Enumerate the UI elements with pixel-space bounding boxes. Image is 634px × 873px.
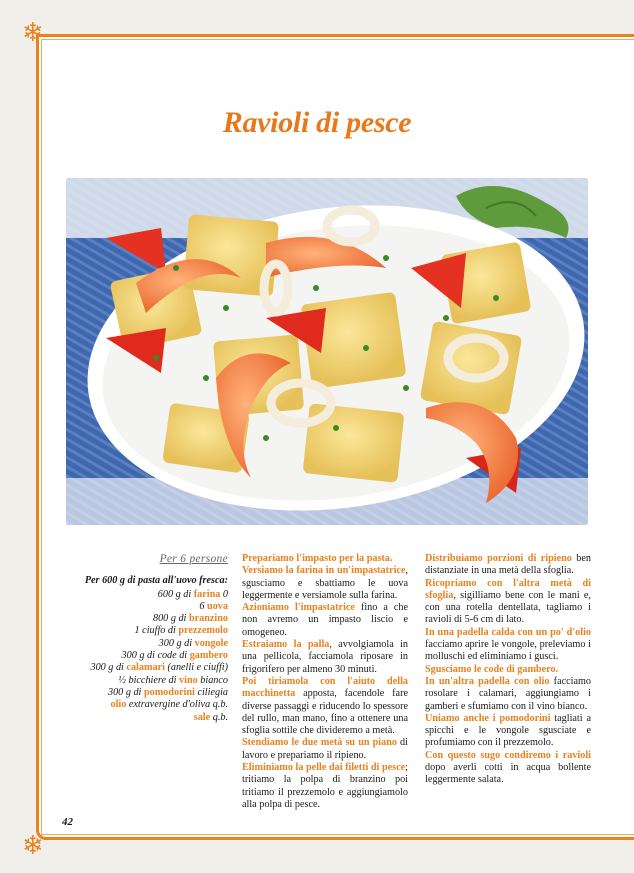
- step-highlight: Versiamo la farina in un'impastatrice: [242, 565, 406, 577]
- pasta-intro: Per 600 g di pasta all'uovo fresca:: [84, 575, 228, 587]
- page-number: 42: [62, 816, 73, 828]
- ingredient-name: sale: [193, 711, 211, 723]
- step-highlight: Con questo sugo condiremo i ravioli: [425, 749, 591, 761]
- step-text: , sgusciamo e sbattiamo le uova leggermente e versiamole sulla farina.: [242, 565, 408, 601]
- step-highlight: In una padella calda con un po' d'olio: [425, 626, 591, 638]
- ingredient-item: [56, 638, 228, 650]
- ingredient-item: [56, 699, 228, 711]
- ingredient-quantity: 300 g di: [158, 637, 195, 649]
- step-highlight: Sgusciamo le code di gambero.: [425, 663, 559, 675]
- recipe-title: Ravioli di pesce: [222, 106, 412, 139]
- ingredient-item: [56, 613, 228, 625]
- step-highlight: Azioniamo l'impastatrice: [242, 602, 355, 614]
- ingredient-quantity: 300 g di: [107, 686, 144, 698]
- ingredient-item: [56, 712, 228, 724]
- ingredient-name: calamari: [126, 662, 165, 674]
- ingredient-name: pomodorini: [143, 686, 195, 698]
- ingredient-name: vongole: [194, 637, 228, 649]
- step-text: dopo averli cotti in acqua bollente leggermente salata.: [425, 762, 591, 786]
- ingredient-name: gambero: [189, 650, 228, 662]
- servings-label: Per 6 persone: [159, 553, 228, 565]
- step-highlight: In un'altra padella con olio: [425, 675, 550, 687]
- ingredient-item: [56, 589, 228, 601]
- ingredient-name: farina: [193, 588, 221, 600]
- ingredient-name: olio: [110, 699, 127, 711]
- step-highlight: Uniamo anche i pomodorini: [425, 712, 551, 724]
- step-text: ; tritiamo la polpa di branzino poi tritiamo il prezzemolo e aggiungiamolo alla polpa di pesce.: [242, 762, 408, 810]
- ingredient-quantity: 800 g di: [152, 613, 189, 625]
- ingredient-quantity: 300 g di: [90, 662, 127, 674]
- ingredient-note: q.b.: [210, 711, 228, 723]
- ingredient-item: [56, 601, 228, 613]
- ingredient-name: uova: [207, 600, 228, 612]
- ingredient-item: [56, 625, 228, 637]
- ingredient-note: ciliegia: [194, 686, 228, 698]
- ravioli-dish-illustration: [66, 178, 588, 525]
- ingredient-quantity: ½ bicchiere di: [118, 674, 180, 686]
- step-text: di lavoro e prepariamo il ripieno.: [242, 737, 408, 761]
- step-text: fino a che non avremo un impasto liscio e omogeneo.: [242, 602, 408, 638]
- step-highlight: Poi tiriamola con l'aiuto della macchinetta: [242, 675, 408, 700]
- snowflake-ornament-icon: ❄: [22, 831, 44, 861]
- step-highlight: Stendiamo le due metà su un piano: [242, 737, 397, 749]
- method-column-2: [425, 553, 591, 787]
- step-text: , sigilliamo bene con le mani e, con una rotella dentellata, tagliamo i ravioli di 5-6 cm di lato.: [425, 589, 591, 626]
- ingredient-name: branzino: [188, 613, 228, 625]
- ingredient-item: [56, 687, 228, 699]
- step-highlight: Eliminiamo la pelle dai filetti di pesce: [242, 762, 406, 774]
- step-highlight: Estraiamo la palla: [242, 639, 330, 651]
- step-text: apposta, facendole fare diverse passaggi e riducendo lo spessore del rullo, man mano, fino a ottenere una sfoglia sottile che divideremo a metà.: [242, 688, 408, 737]
- ingredient-note: 0: [220, 588, 228, 600]
- step-text: facciamo aprire le vongole, preleviamo i molluschi ed eliminiamo i gusci.: [425, 639, 591, 663]
- step-text: ben distanziate in una metà della sfoglia.: [425, 553, 591, 577]
- step-text: facciamo rosolare i calamari, aggiungiamo i gamberi e sfumiamo con il vino bianco.: [425, 675, 592, 712]
- ingredient-list: [56, 589, 228, 724]
- step-highlight: Prepariamo l'impasto per la pasta.: [242, 553, 393, 564]
- ingredient-note: bianco: [197, 674, 228, 686]
- ingredient-name: prezzemolo: [178, 625, 228, 637]
- step-text: tagliati a spicchi e le vongole sgusciate e profumiamo con il prezzemolo.: [425, 712, 591, 749]
- dish-photo: [66, 178, 588, 525]
- ingredient-item: [56, 650, 228, 662]
- ingredients-column: [56, 553, 228, 724]
- ingredient-note: (anelli e ciuffi): [164, 662, 228, 674]
- ingredient-note: extravergine d'oliva q.b.: [126, 699, 228, 711]
- step-highlight: Distribuiamo porzioni di ripieno: [425, 553, 572, 564]
- method-column-1: [242, 553, 408, 811]
- ingredient-quantity: 6: [199, 600, 208, 612]
- ingredient-quantity: 300 g di code di: [121, 650, 190, 662]
- ingredient-item: [56, 662, 228, 674]
- step-text: , avvolgiamola in una pellicola, facciamola riposare in frigorifero per almeno 30 minuti.: [242, 639, 408, 675]
- ingredient-item: [56, 675, 228, 687]
- ingredient-name: vino: [179, 674, 198, 686]
- ingredient-quantity: 600 g di: [157, 588, 194, 600]
- ingredient-quantity: 1 ciuffo di: [134, 625, 179, 637]
- snowflake-ornament-icon: ❄: [22, 18, 44, 48]
- step-highlight: Ricopriamo con l'altra metà di sfoglia: [425, 577, 591, 601]
